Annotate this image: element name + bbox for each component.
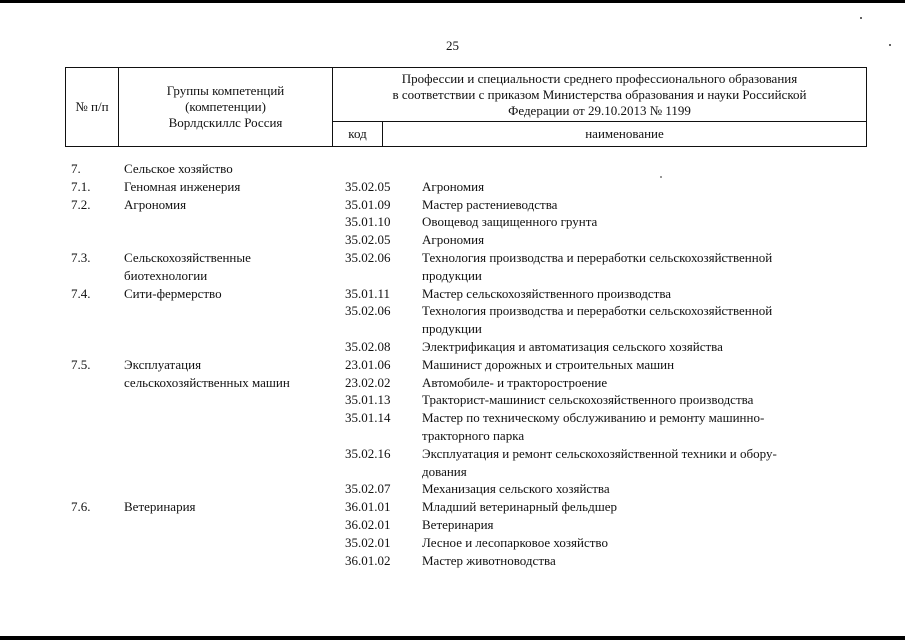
row-competency-group [124,285,344,303]
header-groups-line: Ворлдскиллс Россия [168,115,283,130]
header-code-cell: код [348,126,367,141]
profession-name-line: Агрономия [422,232,485,248]
profession-name-line: Автомобиле- и тракторостроение [422,374,608,390]
profession-name-line: продукции [422,321,482,337]
row-profession-name [422,552,852,570]
row-profession-name [422,391,852,409]
row-code: 35.01.11 [345,285,391,301]
row-profession-name [422,338,852,356]
header-groups-cell [119,68,332,146]
row-code: 35.02.07 [345,481,391,497]
profession-name-line: Машинист дорожных и строительных машин [422,356,675,372]
profession-name-line [422,160,852,178]
table-row [0,445,905,481]
row-profession-name [422,178,852,196]
table-row [0,498,905,516]
competency-group-line: Эксплуатация [124,356,202,372]
row-code: 36.01.01 [345,499,391,515]
header-professions-line: Федерации от 29.10.2013 № 1199 [508,102,691,118]
profession-name-line: Электрификация и автоматизация сельского хозяйства [422,338,723,354]
row-competency-group [124,196,344,214]
row-number: 7.3. [71,249,91,265]
row-profession-name [422,285,852,303]
row-number: 7.4. [71,285,91,301]
table-row [0,534,905,552]
row-code: 23.02.02 [345,374,391,390]
profession-name-line: Мастер по техническому обслуживанию и ремонту машинно- [422,410,765,426]
table-row [0,516,905,534]
profession-name-line: Агрономия [422,178,485,194]
scan-edge-bottom [0,636,905,640]
competency-group-line: Сельскохозяйственные [124,249,251,265]
row-number: 7.5. [71,356,91,372]
profession-name-line: Эксплуатация и ремонт сельскохозяйственной техники и обору- [422,445,777,461]
table-body [0,160,905,569]
profession-name-line: Мастер сельскохозяйственного производства [422,285,672,301]
row-profession-name [422,516,852,534]
profession-name-line: продукции [422,267,482,283]
row-code: 35.02.05 [345,178,391,194]
row-competency-group [124,178,344,196]
competency-group-line: Сити-фермерство [124,285,222,301]
profession-name-line: тракторного парка [422,427,525,443]
row-competency-group [124,374,344,392]
row-code: 35.02.16 [345,445,391,461]
header-professions-line: в соответствии с приказом Министерства образования и науки Российской [392,86,807,102]
profession-name-line: Младший ветеринарный фельдшер [422,499,617,515]
row-competency-group [124,356,344,374]
profession-name-line: Ветеринария [422,516,494,532]
competency-group-line: Геномная инженерия [124,178,241,194]
row-code: 36.02.01 [345,516,391,532]
table-row [0,480,905,498]
competency-group-line: биотехнологии [124,267,208,283]
row-code: 35.01.13 [345,392,391,408]
row-number: 7.2. [71,196,91,212]
row-code: 36.01.02 [345,552,391,568]
row-profession-name [422,249,852,285]
table-row [0,249,905,285]
competency-group-line: Ветеринария [124,499,196,515]
table-row [0,409,905,445]
page-number: 25 [446,38,459,53]
table-row [0,160,905,178]
row-number: 7.6. [71,499,91,515]
row-profession-name [422,160,852,178]
table-row [0,338,905,356]
profession-name-line: Технология производства и переработки сельскохозяйственной [422,303,773,319]
profession-name-line: Механизация сельского хозяйства [422,481,610,497]
scan-edge-top [0,0,905,3]
table-row [0,552,905,570]
header-professions-cell [333,68,866,121]
row-number: 7. [71,161,81,176]
row-profession-name [422,445,852,481]
row-code: 35.02.06 [345,303,391,319]
competency-group-line: Агрономия [124,196,187,212]
row-profession-name [422,498,852,516]
profession-name-line: Мастер животноводства [422,552,556,568]
header-number-cell: № п/п [75,99,109,114]
profession-name-line: Тракторист-машинист сельскохозяйственного производства [422,392,754,408]
profession-name-line: дования [422,463,467,479]
row-profession-name [422,302,852,338]
row-number: 7.1. [71,178,91,194]
row-code: 35.02.01 [345,534,391,550]
table-row [0,196,905,214]
scan-speck [860,17,862,19]
table-header [65,67,867,147]
row-profession-name [422,196,852,214]
competency-group-line: Сельское хозяйство [124,161,233,176]
profession-name-line: Технология производства и переработки сельскохозяйственной [422,249,773,265]
profession-name-line: Лесное и лесопарковое хозяйство [422,534,608,550]
profession-name-line: Мастер растениеводства [422,196,558,212]
row-profession-name [422,409,852,445]
table-row [0,302,905,338]
table-row [0,213,905,231]
table-row [0,356,905,374]
row-competency-group [124,498,344,516]
row-profession-name [422,374,852,392]
row-code: 35.01.10 [345,214,391,230]
row-profession-name [422,480,852,498]
row-competency-group [124,160,344,178]
header-groups-line: (компетенции) [185,99,266,114]
row-profession-name [422,213,852,231]
row-code: 35.02.06 [345,249,391,265]
row-profession-name [422,231,852,249]
competency-group-line: сельскохозяйственных машин [124,374,290,390]
row-code: 35.02.08 [345,338,391,354]
header-professions-line: Профессии и специальности среднего профессионального образования [401,70,798,86]
table-row [0,391,905,409]
row-code: 35.01.09 [345,196,391,212]
table-row [0,374,905,392]
header-name-cell: наименование [585,126,664,141]
header-groups-line: Группы компетенций [166,83,285,98]
row-code: 35.02.05 [345,232,391,248]
row-profession-name [422,534,852,552]
row-code: 35.01.14 [345,410,391,426]
table-row [0,178,905,196]
profession-name-line: Овощевод защищенного грунта [422,214,598,230]
row-competency-group [124,249,344,285]
row-profession-name [422,356,852,374]
table-row [0,231,905,249]
row-code: 23.01.06 [345,356,391,372]
table-row [0,285,905,303]
